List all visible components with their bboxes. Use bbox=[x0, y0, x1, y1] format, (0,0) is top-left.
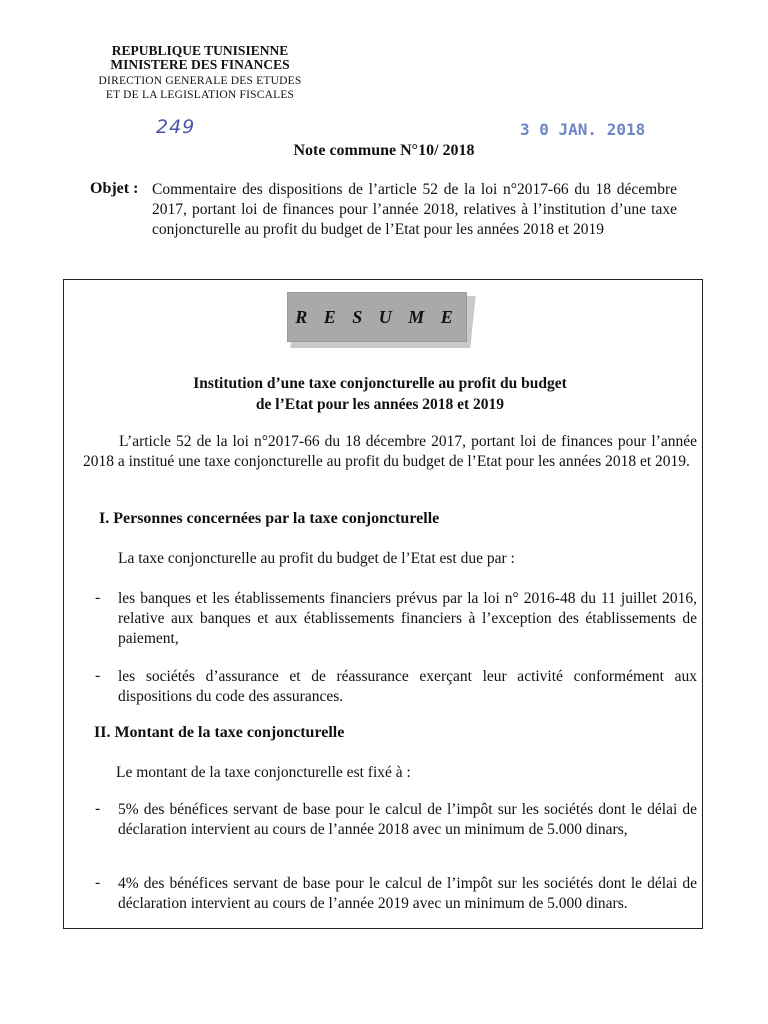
bullet-dash: - bbox=[95, 874, 101, 891]
summary-subtitle-line2: de l’Etat pour les années 2018 et 2019 bbox=[255, 396, 505, 413]
bullet-dash: - bbox=[95, 589, 101, 606]
header-legislation: ET DE LA LEGISLATION FISCALES bbox=[105, 89, 295, 101]
list-item: les sociétés d’assurance et de réassurance exerçant leur activité conformément aux dispositions du code des assurances. bbox=[118, 668, 697, 705]
header-republic: REPUBLIQUE TUNISIENNE bbox=[111, 43, 289, 58]
section2-heading: II. Montant de la taxe conjoncturelle bbox=[94, 724, 345, 741]
page-title: Note commune N°10/ 2018 bbox=[293, 142, 475, 159]
list-item: les banques et les établissements financiers prévus par la loi n° 2016-48 du 11 juillet 2016, relative aux banques et aux établissements financiers à l’exception des établissements de paiement, bbox=[118, 590, 697, 647]
objet-text: Commentaire des dispositions de l’article 52 de la loi n°2017-66 du 18 décembre 2017, portant loi de finances pour l’année 2018, relatives à l’institution d’une taxe conjoncturelle au profit du budget de l’Etat pour les années 2018 et 2019 bbox=[152, 181, 677, 238]
header-ministry: MINISTERE DES FINANCES bbox=[110, 57, 290, 72]
section1-heading: I. Personnes concernées par la taxe conjoncturelle bbox=[99, 510, 440, 527]
objet-label: Objet : bbox=[90, 180, 139, 197]
list-item: 5% des bénéfices servant de base pour le calcul de l’impôt sur les sociétés dont le délai de déclaration intervient au cours de l’année 2018 avec un minimum de 5.000 dinars, bbox=[118, 801, 697, 838]
summary-subtitle-line1: Institution d’une taxe conjoncturelle au profit du budget bbox=[193, 375, 567, 392]
intro-paragraph: L’article 52 de la loi n°2017-66 du 18 décembre 2017, portant loi de finances pour l’année 2018 a institué une taxe conjoncturelle au profit du budget de l’Etat pour les années 2018 et 2019. bbox=[83, 433, 697, 470]
summary-subtitle bbox=[120, 373, 640, 415]
handwritten-number: 249 bbox=[156, 116, 196, 138]
bullet-dash: - bbox=[95, 667, 101, 684]
header-direction: DIRECTION GENERALE DES ETUDES bbox=[98, 75, 302, 87]
date-stamp: 3 0 JAN. 2018 bbox=[520, 120, 646, 139]
section2-lead: Le montant de la taxe conjoncturelle est fixé à : bbox=[116, 764, 411, 781]
section1-lead: La taxe conjoncturelle au profit du budget de l’Etat est due par : bbox=[118, 550, 515, 567]
list-item: 4% des bénéfices servant de base pour le calcul de l’impôt sur les sociétés dont le délai de déclaration intervient au cours de l’année 2019 avec un minimum de 5.000 dinars. bbox=[118, 875, 697, 912]
bullet-dash: - bbox=[95, 800, 101, 817]
resume-banner: R E S U M E bbox=[287, 292, 467, 342]
